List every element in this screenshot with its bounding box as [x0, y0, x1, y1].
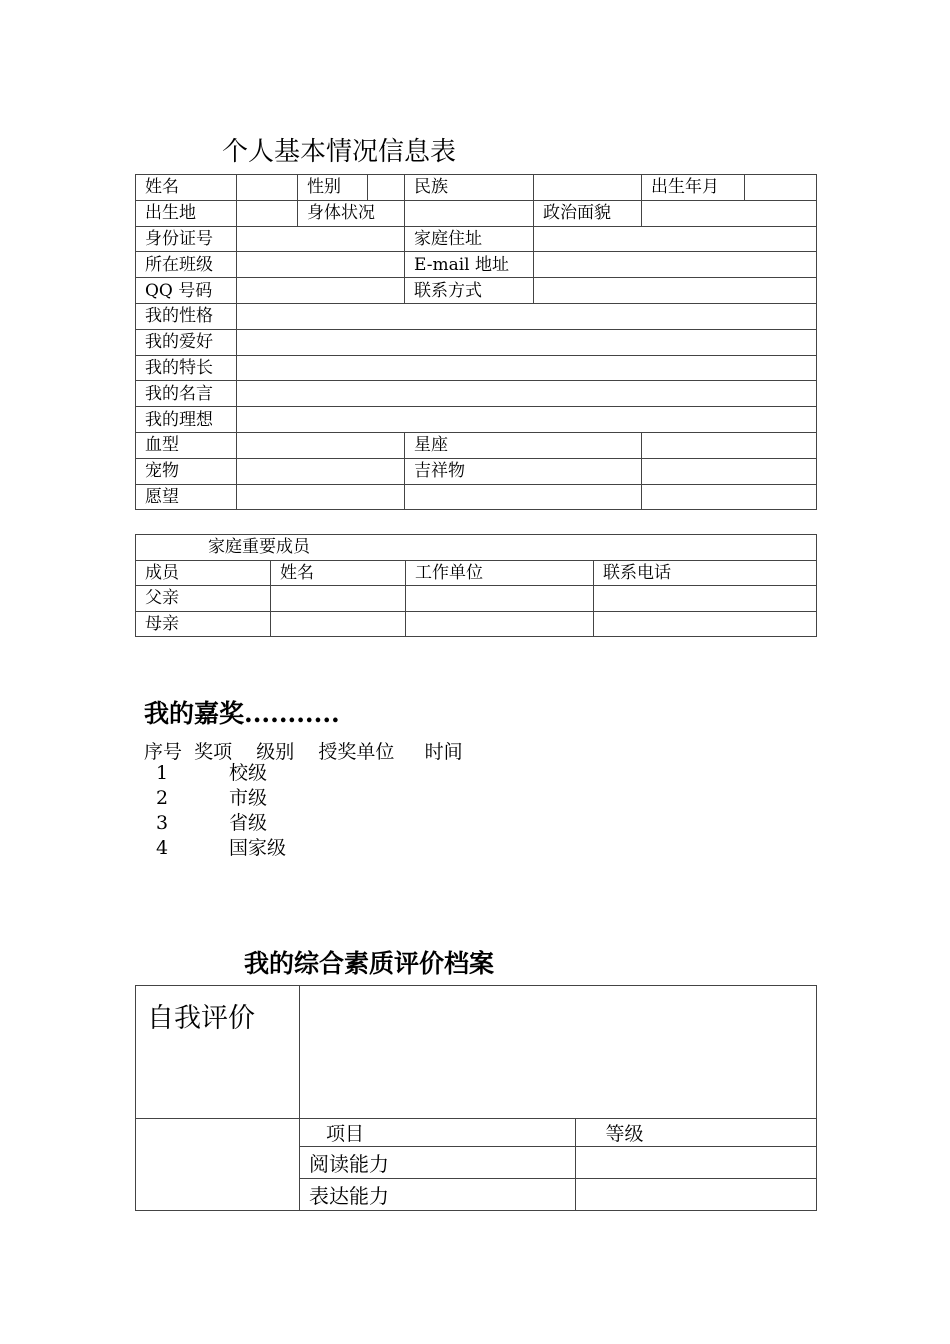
mother-workplace[interactable]: [406, 611, 594, 637]
address-value[interactable]: [534, 226, 817, 252]
ethnicity-label: 民族: [405, 175, 534, 201]
award-level: 国家级: [229, 837, 287, 859]
mother-name[interactable]: [271, 611, 406, 637]
class-label: 所在班级: [136, 252, 237, 278]
father-workplace[interactable]: [406, 586, 594, 612]
specialty-label: 我的特长: [136, 355, 237, 381]
health-label: 身体状况: [298, 200, 405, 226]
wish-label: 愿望: [136, 484, 237, 510]
hobby-value[interactable]: [237, 329, 817, 355]
birthplace-label: 出生地: [136, 200, 237, 226]
personality-value[interactable]: [237, 303, 817, 329]
wish-extra-value[interactable]: [642, 484, 817, 510]
table-row: [136, 484, 817, 510]
column-header-phone: 联系电话: [594, 560, 817, 586]
eval-items-cell: [300, 1119, 817, 1211]
motto-label: 我的名言: [136, 381, 237, 407]
column-header-grade: 等级: [575, 1119, 817, 1147]
table-row: [136, 986, 817, 1119]
qq-label: QQ 号码: [136, 278, 237, 304]
id-number-value[interactable]: [237, 226, 405, 252]
table-row: [136, 407, 817, 433]
personal-info-table: [135, 174, 817, 510]
reading-grade[interactable]: [575, 1147, 817, 1179]
wish-value[interactable]: [237, 484, 405, 510]
gender-value[interactable]: [368, 175, 405, 201]
wish-extra[interactable]: [405, 484, 642, 510]
email-value[interactable]: [534, 252, 817, 278]
address-label: 家庭住址: [405, 226, 534, 252]
political-value[interactable]: [642, 200, 817, 226]
mascot-label: 吉祥物: [405, 458, 642, 484]
table-row: [136, 611, 817, 637]
family-members-table: [135, 534, 817, 637]
column-header-name: 姓名: [271, 560, 406, 586]
table-row: [136, 458, 817, 484]
blood-type-value[interactable]: [237, 432, 405, 458]
awards-header: 序号 奖项 级别 授奖单位 时间: [144, 741, 463, 763]
mother-phone[interactable]: [594, 611, 817, 637]
awards-title: 我的嘉奖...........: [144, 699, 340, 728]
birth-date-label: 出生年月: [642, 175, 745, 201]
zodiac-label: 星座: [405, 432, 642, 458]
table-row: [136, 432, 817, 458]
table-row: [136, 355, 817, 381]
contact-value[interactable]: [534, 278, 817, 304]
contact-label: 联系方式: [405, 278, 534, 304]
specialty-value[interactable]: [237, 355, 817, 381]
email-label: E-mail 地址: [405, 252, 534, 278]
ability-table: [300, 1119, 817, 1210]
table-row: [136, 278, 817, 304]
gender-label: 性别: [298, 175, 368, 201]
ideal-value[interactable]: [237, 407, 817, 433]
blood-type-label: 血型: [136, 432, 237, 458]
column-header-item: 项目: [300, 1119, 575, 1147]
column-header-workplace: 工作单位: [406, 560, 594, 586]
column-header-member: 成员: [136, 560, 271, 586]
expression-grade[interactable]: [575, 1179, 817, 1211]
zodiac-value[interactable]: [642, 432, 817, 458]
award-number: 1: [156, 762, 169, 784]
table-row: [136, 252, 817, 278]
table-row: [300, 1119, 817, 1147]
award-level: 校级: [229, 762, 268, 784]
hobby-label: 我的爱好: [136, 329, 237, 355]
family-title: 家庭重要成员: [136, 535, 817, 561]
evaluation-title: 我的综合素质评价档案: [244, 949, 495, 978]
name-value[interactable]: [237, 175, 298, 201]
award-number: 2: [156, 787, 169, 809]
ability-reading: 阅读能力: [300, 1147, 575, 1179]
qq-value[interactable]: [237, 278, 405, 304]
eval-blank-cell: [136, 1119, 300, 1211]
health-value[interactable]: [405, 200, 534, 226]
award-level: 市级: [229, 787, 268, 809]
ethnicity-value[interactable]: [534, 175, 642, 201]
ideal-label: 我的理想: [136, 407, 237, 433]
birth-date-value[interactable]: [745, 175, 817, 201]
self-eval-value[interactable]: [300, 986, 817, 1119]
member-mother: 母亲: [136, 611, 271, 637]
political-label: 政治面貌: [534, 200, 642, 226]
award-level: 省级: [229, 812, 268, 834]
table-row: [136, 535, 817, 561]
table-row: [136, 586, 817, 612]
table-row: [136, 329, 817, 355]
table-row: [136, 175, 817, 201]
table-row: [136, 226, 817, 252]
table-row: [136, 200, 817, 226]
table-row: [136, 1119, 817, 1211]
evaluation-table: [135, 985, 817, 1211]
pet-value[interactable]: [237, 458, 405, 484]
personality-label: 我的性格: [136, 303, 237, 329]
class-value[interactable]: [237, 252, 405, 278]
id-number-label: 身份证号: [136, 226, 237, 252]
ability-expression: 表达能力: [309, 1184, 389, 1208]
father-name[interactable]: [271, 586, 406, 612]
award-number: 4: [156, 837, 169, 859]
table-row: [300, 1179, 817, 1211]
table-row: [136, 303, 817, 329]
award-number: 3: [156, 812, 169, 834]
page-title: 个人基本情况信息表: [222, 137, 457, 167]
birthplace-value[interactable]: [237, 200, 298, 226]
table-row: [136, 560, 817, 586]
mascot-value[interactable]: [642, 458, 817, 484]
name-label: 姓名: [136, 175, 237, 201]
motto-value[interactable]: [237, 381, 817, 407]
member-father: 父亲: [136, 586, 271, 612]
pet-label: 宠物: [136, 458, 237, 484]
table-row: [136, 381, 817, 407]
self-eval-label: 自我评价: [136, 986, 300, 1119]
table-row: [300, 1147, 817, 1179]
father-phone[interactable]: [594, 586, 817, 612]
